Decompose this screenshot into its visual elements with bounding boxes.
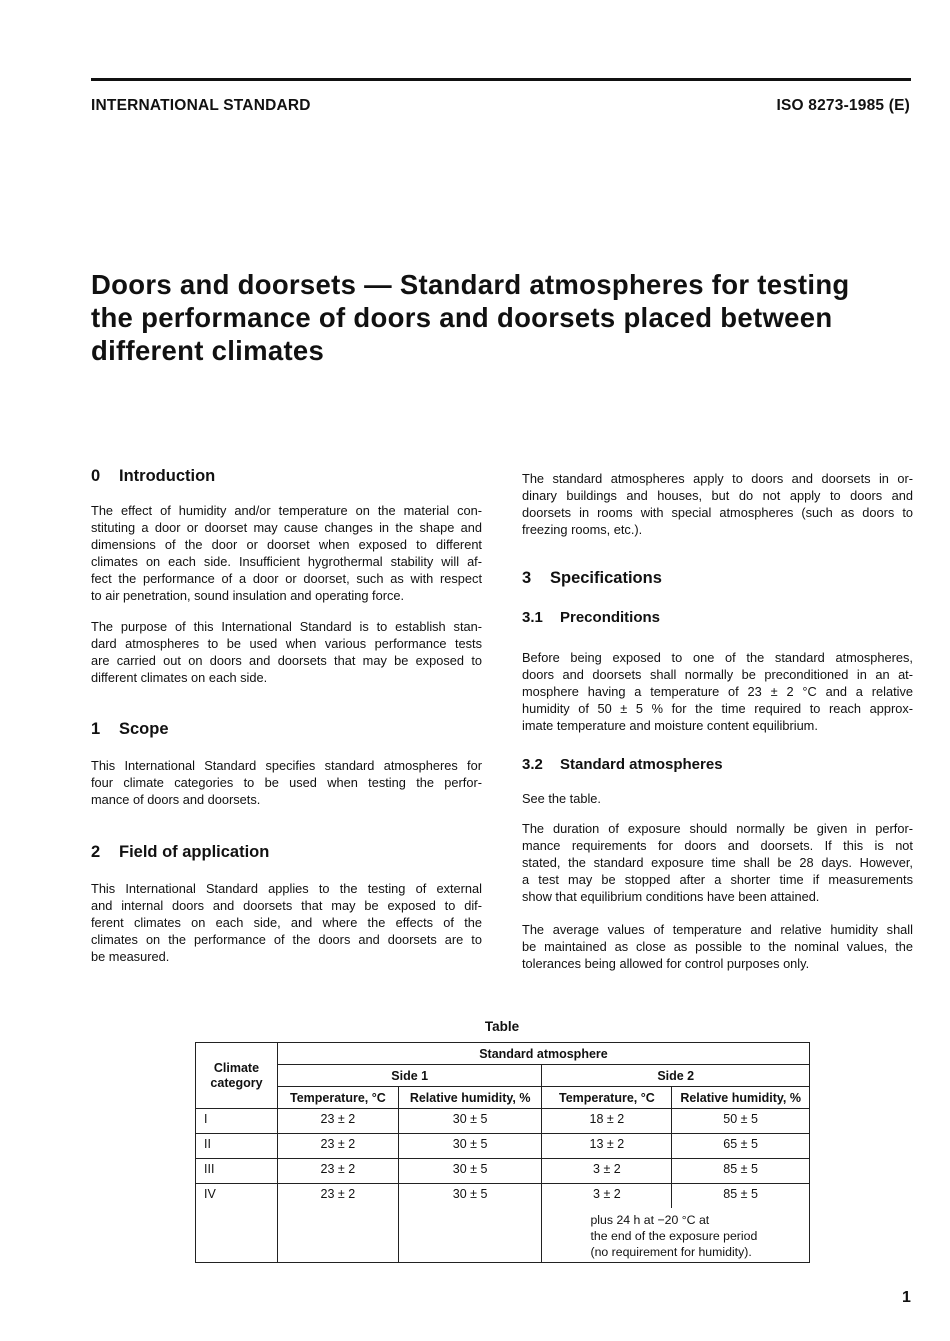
text-line: tolerances being allowed for control purposes only. xyxy=(522,956,810,971)
text-line: be maintained as close as possible to the nominal values, the xyxy=(522,939,913,954)
cell-rh1: 30 ± 5 xyxy=(398,1159,542,1184)
table-row xyxy=(196,1184,810,1209)
section-title: Field of application xyxy=(119,843,270,861)
header-side-2: Side 2 xyxy=(542,1065,810,1087)
cell-rh1: 30 ± 5 xyxy=(398,1134,542,1159)
section-0-heading xyxy=(91,467,215,486)
cell-cat: II xyxy=(196,1134,278,1159)
cell-rh2: 65 ± 5 xyxy=(672,1134,810,1159)
cell-cat: III xyxy=(196,1159,278,1184)
section-3-1-heading xyxy=(522,609,660,626)
intro-paragraph-1 xyxy=(91,502,482,604)
text-line: imate temperature and moisture content equilibrium. xyxy=(522,718,818,733)
text-line: freezing rooms, etc.). xyxy=(522,522,643,537)
section-1-heading xyxy=(91,720,169,739)
text-line: to air penetration, sound insulation and operating force. xyxy=(91,588,405,603)
section-2-heading xyxy=(91,843,269,862)
section-title: Preconditions xyxy=(560,609,661,626)
document-type: INTERNATIONAL STANDARD xyxy=(91,97,311,114)
cell-t1: 23 ± 2 xyxy=(277,1109,398,1134)
cell-t2: 3 ± 2 xyxy=(542,1159,672,1184)
section-3-2-heading xyxy=(522,756,723,773)
document-title xyxy=(91,268,911,367)
section-number: 3.2 xyxy=(522,756,543,773)
cell-cat: I xyxy=(196,1109,278,1134)
text-line: four climate categories to be used when testing the perfor- xyxy=(91,775,482,790)
intro-paragraph-2 xyxy=(91,618,482,686)
header-temperature-side-1: Temperature, °C xyxy=(277,1087,398,1109)
footnote-line: (no requirement for humidity). xyxy=(590,1245,752,1259)
see-table-paragraph xyxy=(522,790,913,807)
text-line: humidity of 50 ± 5 % for the time required to reach approx- xyxy=(522,701,913,716)
cell-rh1: 30 ± 5 xyxy=(398,1109,542,1134)
text-line: dard atmospheres to be used when various performance tests xyxy=(91,636,482,651)
text-line: This International Standard specifies standard atmospheres for xyxy=(91,758,482,773)
cell-t1: 23 ± 2 xyxy=(277,1159,398,1184)
text-line: stituting a door or doorset may cause changes in the shape and xyxy=(91,520,482,535)
cell-t2: 13 ± 2 xyxy=(542,1134,672,1159)
text-line: dinary buildings and houses, but do not apply to doors and xyxy=(522,488,913,503)
section-number: 3.1 xyxy=(522,609,543,626)
section-title: Specifications xyxy=(550,569,662,587)
header-rule xyxy=(91,78,911,81)
section-3-heading xyxy=(522,569,662,588)
table-row xyxy=(196,1109,810,1134)
standard-number: ISO 8273-1985 (E) xyxy=(776,97,910,114)
scope-paragraph xyxy=(91,757,482,808)
text-line: climates on the performance of the doors and doorsets are to xyxy=(91,932,482,947)
header-temperature-side-2: Temperature, °C xyxy=(542,1087,672,1109)
table-caption: Table xyxy=(484,1019,520,1034)
text-line: mosphere having a temperature of 23 ± 2 °C and a relative xyxy=(522,684,913,699)
text-line: See the table. xyxy=(522,791,601,806)
footnote-line: the end of the exposure period xyxy=(590,1229,758,1243)
cell-t2: 3 ± 2 xyxy=(542,1184,672,1209)
text-line: The effect of humidity and/or temperature on the material con- xyxy=(91,503,482,518)
text-line: different climates on each side. xyxy=(91,670,268,685)
cell-rh2: 50 ± 5 xyxy=(672,1109,810,1134)
text-line: dimensions of the door or doorset when exposed to different xyxy=(91,537,482,552)
cell-rh2: 85 ± 5 xyxy=(672,1159,810,1184)
average-values-paragraph xyxy=(522,921,913,972)
title-line: Doors and doorsets — Standard atmospheres for testing xyxy=(91,269,850,300)
page-number: 1 xyxy=(902,1289,911,1306)
text-line: ferent climates on each side, and where the effects of the xyxy=(91,915,482,930)
text-line: Before being exposed to one of the standard atmospheres, xyxy=(522,650,913,665)
footnote-line: plus 24 h at −20 °C at xyxy=(590,1213,710,1227)
header-standard-atmosphere: Standard atmosphere xyxy=(277,1043,809,1065)
text-line: mance of doors and doorsets. xyxy=(91,792,261,807)
section-number: 3 xyxy=(522,569,532,587)
text-line: mance requirements for doors and doorsets. If this is not xyxy=(522,838,913,853)
cell-cat: IV xyxy=(196,1184,278,1209)
title-line: different climates xyxy=(91,335,325,366)
field-paragraph xyxy=(91,880,482,965)
header-climate-category: Climate category xyxy=(196,1043,278,1109)
climate-table xyxy=(195,1042,810,1263)
text-line: climates on each side. Insufficient hygrothermal stability will af- xyxy=(91,554,482,569)
header-side-1: Side 1 xyxy=(277,1065,542,1087)
section-number: 0 xyxy=(91,467,101,485)
text-line: This International Standard applies to the testing of external xyxy=(91,881,482,896)
text-line: stated, the standard exposure time shall be 28 days. However, xyxy=(522,855,913,870)
cell-t1: 23 ± 2 xyxy=(277,1184,398,1209)
header-humidity-side-2: Relative humidity, % xyxy=(672,1087,810,1109)
section-number: 1 xyxy=(91,720,101,738)
text-line: a test may be stopped after a shorter time if measurements xyxy=(522,872,913,887)
text-line: The purpose of this International Standard is to establish stan- xyxy=(91,619,482,634)
scope-note-paragraph xyxy=(522,470,913,538)
section-number: 2 xyxy=(91,843,101,861)
text-line: are carried out on doors and doorsets that may be exposed to xyxy=(91,653,482,668)
title-line: the performance of doors and doorsets placed between xyxy=(91,302,833,333)
cell-rh2: 85 ± 5 xyxy=(672,1184,810,1209)
cell-t2: 18 ± 2 xyxy=(542,1109,672,1134)
text-line: fect the performance of a door or doorset, such as with respect xyxy=(91,571,482,586)
table-note-row xyxy=(196,1208,810,1263)
header-humidity-side-1: Relative humidity, % xyxy=(398,1087,542,1109)
text-line: doorsets in rooms with special atmospheres (such as doors to xyxy=(522,505,913,520)
cell-rh1: 30 ± 5 xyxy=(398,1184,542,1209)
text-line: The average values of temperature and relative humidity shall xyxy=(522,922,913,937)
exposure-duration-paragraph xyxy=(522,820,913,905)
section-title: Standard atmospheres xyxy=(560,756,723,773)
text-line: doors and doorsets shall normally be preconditioned in an at- xyxy=(522,667,913,682)
cell-t1: 23 ± 2 xyxy=(277,1134,398,1159)
text-line: show that equilibrium conditions have been attained. xyxy=(522,889,820,904)
text-line: The duration of exposure should normally be given in perfor- xyxy=(522,821,913,836)
section-title: Scope xyxy=(119,720,169,738)
section-title: Introduction xyxy=(119,467,216,485)
text-line: be measured. xyxy=(91,949,170,964)
table-footnote xyxy=(542,1208,810,1263)
text-line: and internal doors and doorsets that may be exposed to dif- xyxy=(91,898,482,913)
table-row xyxy=(196,1159,810,1184)
table-row xyxy=(196,1134,810,1159)
preconditions-paragraph xyxy=(522,649,913,734)
text-line: The standard atmospheres apply to doors and doorsets in or- xyxy=(522,471,913,486)
